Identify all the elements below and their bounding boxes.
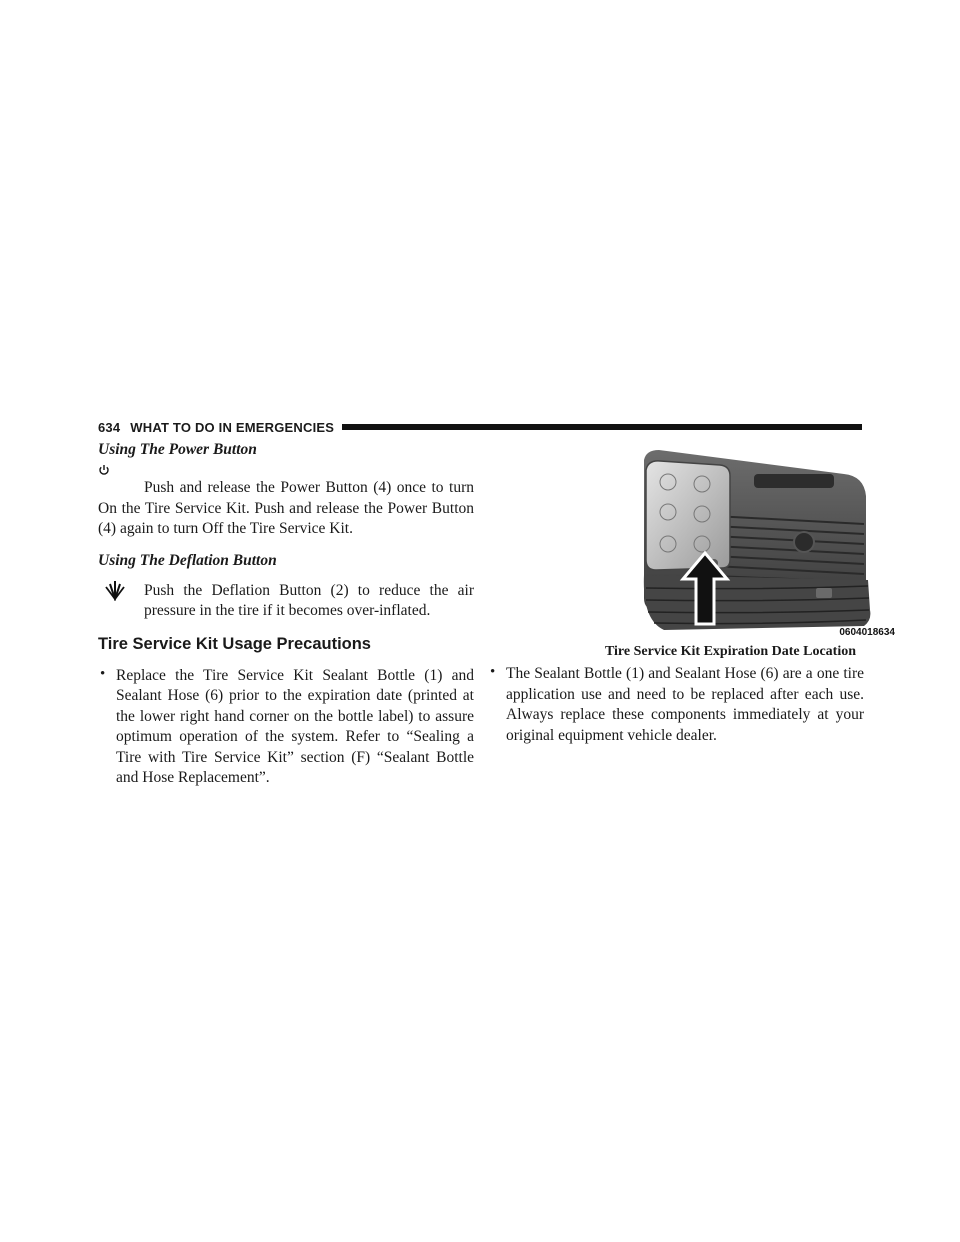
bullet-marker: • xyxy=(100,665,106,682)
deflation-button-paragraph xyxy=(98,581,474,622)
list-item xyxy=(98,666,474,789)
section-title: WHAT TO DO IN EMERGENCIES xyxy=(130,419,335,435)
page-number: 634 xyxy=(98,419,121,435)
figure-code: 0604018634 xyxy=(839,627,895,638)
precautions-title: Tire Service Kit Usage Precautions xyxy=(98,634,371,653)
precaution-item-1: Replace the Tire Service Kit Sealant Bottle (1) and Sealant Hose (6) prior to the expiration date (printed at the lower right hand corner on the bottle label) to assure optimum operation of the system. Refer to “Sealing a Tire with Tire Service Kit” section (F) “Sealant Bottle and Hose Replacement”. xyxy=(116,666,474,786)
right-column xyxy=(488,440,895,746)
precaution-item-2: The Sealant Bottle (1) and Sealant Hose (6) are a one tire application use and need to be replaced after each use. Always replace these components immediately at your original equipment vehicle dealer. xyxy=(506,665,864,744)
page-header xyxy=(98,418,862,436)
deflation-icon xyxy=(104,579,126,601)
power-icon xyxy=(98,464,110,476)
tire-service-kit-image xyxy=(564,440,897,640)
bullet-marker: • xyxy=(490,664,496,680)
list-item xyxy=(488,664,864,746)
figure-caption: Tire Service Kit Expiration Date Location xyxy=(604,644,857,659)
header-rule xyxy=(342,424,862,430)
power-button-heading: Using The Power Button xyxy=(98,441,257,458)
tire-service-kit-illustration xyxy=(564,440,897,640)
power-button-text: Push and release the Power Button (4) once to turn On the Tire Service Kit. Push and release the Power Button (4) again to turn Off the Tire Service Kit. xyxy=(98,479,474,537)
deflation-button-heading: Using The Deflation Button xyxy=(98,551,277,569)
deflation-button-text: Push the Deflation Button (2) to reduce the air pressure in the tire if it becomes over-inflated. xyxy=(144,581,474,619)
power-button-paragraph xyxy=(98,464,474,540)
left-column xyxy=(98,440,474,789)
